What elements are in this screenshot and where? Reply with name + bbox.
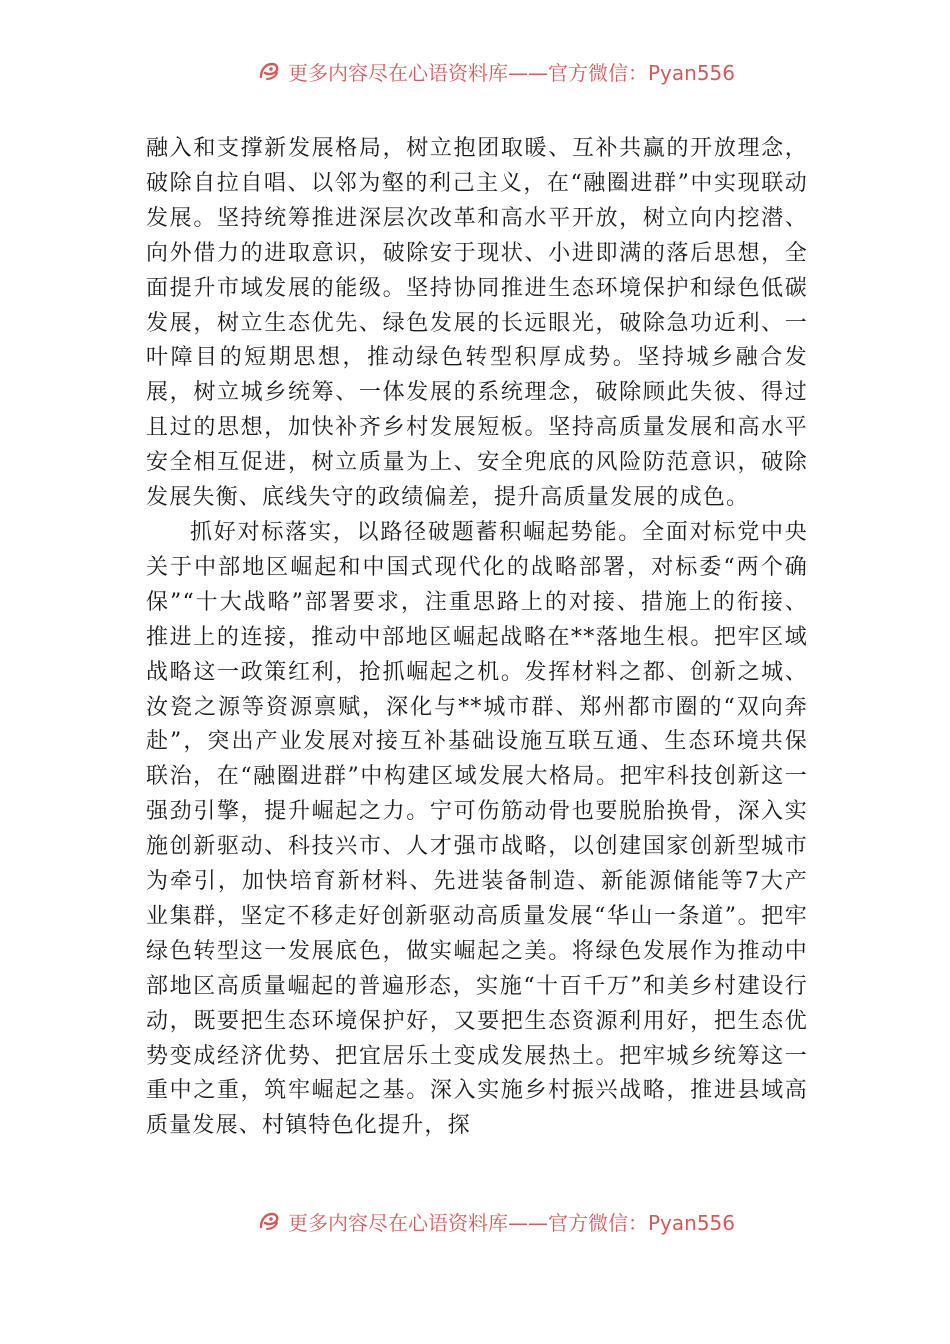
watermark-text: 更多内容尽在心语资料库——官方微信：Pyan556: [288, 60, 736, 85]
document-body: [146, 132, 808, 1144]
paragraph-1: 融入和支撑新发展格局，树立抱团取暖、互补共赢的开放理念，破除自拉自唱、以邻为壑的利己主义，在“融圈进群”中实现联动发展。坚持统筹推进深层次改革和高水平开放，树立向内挖潜、向外借力的进取意识，破除安于现状、小进即满的落后思想，全面提升市域发展的能级。坚持协同推进生态环境保护和绿色低碳发展，树立生态优先、绿色发展的长远眼光，破除急功近利、一叶障目的短期思想，推动绿色转型积厚成势。坚持城乡融合发展，树立城乡统筹、一体发展的系统理念，破除顾此失彼、得过且过的思想，加快补齐乡村发展短板。坚持高质量发展和高水平安全相互促进，树立质量为上、安全兜底的风险防范意识，破除发展失衡、底线失守的政绩偏差，提升高质量发展的成色。: [146, 136, 808, 511]
watermark-header: [258, 56, 735, 86]
brand-logo-icon: [258, 1210, 280, 1232]
watermark-text: 更多内容尽在心语资料库——官方微信：Pyan556: [288, 1210, 736, 1235]
watermark-footer: [258, 1206, 735, 1236]
brand-logo-icon: [258, 60, 280, 82]
paragraph-2: 抓好对标落实，以路径破题蓄积崛起势能。全面对标党中央关于中部地区崛起和中国式现代化的战略部署，对标委“两个确保”“十大战略”部署要求，注重思路上的对接、措施上的衔接、推进上的连接，推动中部地区崛起战略在**落地生根。把牢区域战略这一政策红利，抢抓崛起之机。发挥材料之都、创新之城、汝瓷之源等资源禀赋，深化与**城市群、郑州都市圈的“双向奔赴”，突出产业发展对接互补基础设施互联互通、生态环境共保联治，在“融圈进群”中构建区域发展大格局。把牢科技创新这一强劲引擎，提升崛起之力。宁可伤筋动骨也要脱胎换骨，深入实施创新驱动、科技兴市、人才强市战略，以创建国家创新型城市为牵引，加快培育新材料、先进装备制造、新能源储能等7大产业集群，坚定不移走好创新驱动高质量发展“华山一条道”。把牢绿色转型这一发展底色，做实崛起之美。将绿色发展作为推动中部地区高质量崛起的普遍形态，实施“十百千万”和美乡村建设行动，既要把生态环境保护好，又要把生态资源利用好，把生态优势变成经济优势、把宜居乐土变成发展热土。把牢城乡统筹这一重中之重，筑牢崛起之基。深入实施乡村振兴战略，推进县域高质量发展、村镇特色化提升，探: [146, 519, 808, 1139]
